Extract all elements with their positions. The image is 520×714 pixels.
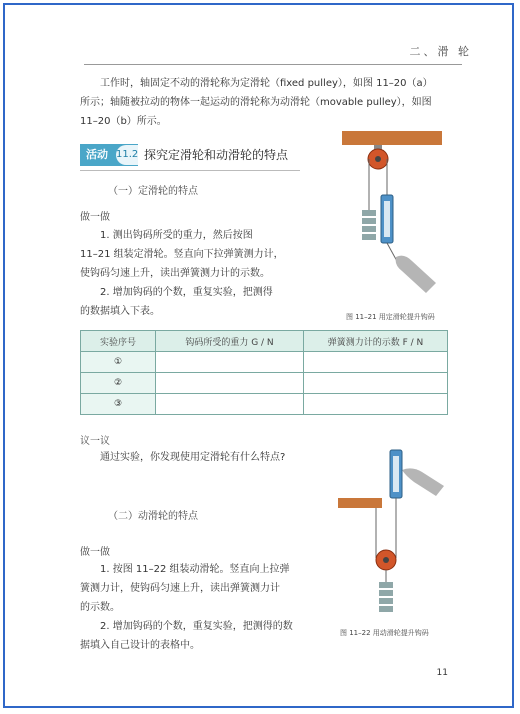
intro-line-1: 工作时，轴固定不动的滑轮称为定滑轮（fixed pulley），如图 11–20（a） <box>100 78 433 89</box>
table-row <box>81 394 448 415</box>
table-header-force: 弹簧测力计的示数 F / N <box>304 331 448 352</box>
table-row <box>81 373 448 394</box>
part1-step1-line3: 使钩码匀速上升，读出弹簧测力计的示数。 <box>80 268 270 279</box>
header-title: 二、滑 轮 <box>409 45 472 58</box>
header-rule <box>84 64 462 65</box>
data-table <box>80 330 448 415</box>
part1-step1-line2: 11–21 组装定滑轮。竖直向下拉弹簧测力计， <box>80 249 284 260</box>
table-row <box>81 352 448 373</box>
table-cell-force[interactable] <box>304 373 448 394</box>
table-cell-weight[interactable] <box>156 394 304 415</box>
part2-step1-line1: 1. 按图 11–22 组装动滑轮。竖直向上拉弹 <box>100 564 290 575</box>
wood-beam <box>338 498 382 508</box>
activity-title: 探究定滑轮和动滑轮的特点 <box>144 148 289 162</box>
figure-11-22-caption: 图 11–22 用动滑轮提升钩码 <box>340 629 429 637</box>
activity-tag: 活动 <box>80 144 138 166</box>
part2-step2-line1: 2. 增加钩码的个数，重复实验，把测得的数 <box>100 621 293 632</box>
figure-11-21-caption: 图 11–21 用定滑轮提升钩码 <box>346 313 435 321</box>
activity-banner <box>80 144 300 166</box>
hook-weights <box>362 210 376 240</box>
hook-weights <box>379 582 393 612</box>
page-number: 11 <box>436 668 448 678</box>
table-cell-force[interactable] <box>304 352 448 373</box>
intro-line-2: 所示；轴随被拉动的物体一起运动的滑轮称为动滑轮（movable pulley），如图 <box>80 97 432 108</box>
table-row-index: ② <box>81 373 156 394</box>
intro-line-3: 11–20（b）所示。 <box>80 116 167 127</box>
table-row-index: ③ <box>81 394 156 415</box>
table-cell-weight[interactable] <box>156 373 304 394</box>
discuss-label: 议一议 <box>80 436 110 447</box>
part2-step1-line2: 簧测力计，使钩码匀速上升，读出弹簧测力计 <box>80 583 280 594</box>
table-cell-force[interactable] <box>304 394 448 415</box>
part2-title: （二）动滑轮的特点 <box>108 511 198 522</box>
part1-step2-line2: 的数据填入下表。 <box>80 306 160 317</box>
part2-step1-line3: 的示数。 <box>80 602 120 613</box>
part1-step2-line1: 2. 增加钩码的个数，重复实验，把测得 <box>100 287 273 298</box>
table-header-weight: 钩码所受的重力 G / N <box>156 331 304 352</box>
part1-do-label: 做一做 <box>80 212 110 223</box>
table-cell-weight[interactable] <box>156 352 304 373</box>
part1-title: （一）定滑轮的特点 <box>108 186 198 197</box>
part1-step1-line1: 1. 测出钩码所受的重力，然后按图 <box>100 230 253 241</box>
table-row-index: ① <box>81 352 156 373</box>
part2-do-label: 做一做 <box>80 547 110 558</box>
fixed-pulley-figure <box>330 125 448 310</box>
hand <box>402 468 444 496</box>
discuss-text: 通过实验，你发现使用定滑轮有什么特点? <box>100 452 286 463</box>
activity-rule <box>80 170 300 171</box>
part2-step2-line2: 据填入自己设计的表格中。 <box>80 640 200 651</box>
movable-pulley-figure <box>330 442 448 624</box>
wood-beam <box>342 131 442 145</box>
hand <box>396 256 436 293</box>
table-header-index: 实验序号 <box>81 331 156 352</box>
activity-number: 11.2 <box>116 145 138 165</box>
